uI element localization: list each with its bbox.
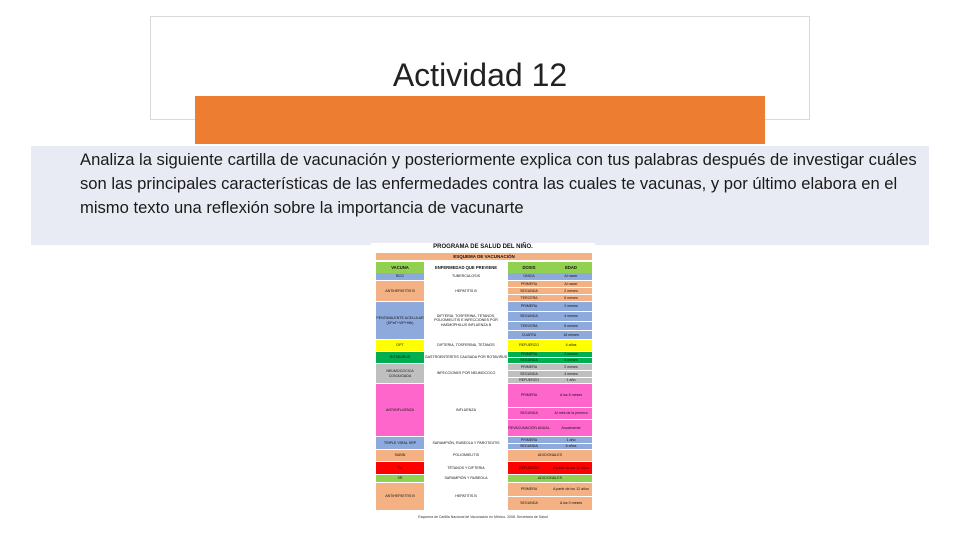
dose-cell: SEGUNDA — [508, 497, 550, 511]
dose-cell: SEGUNDA — [508, 288, 550, 295]
card-subtitle: ESQUEMA DE VACUNACIÓN — [376, 253, 592, 260]
age-cell: 4 años — [550, 340, 592, 352]
instruction-text: Analiza la siguiente cartilla de vacunación y posteriormente explica con tus palabras después de investigar cuáles son las principales características de las enfermedades contra las cuales te vacunas, y por último elabora en el mismo texto una reflexión sobre la importancia de vacunarte — [80, 150, 917, 217]
age-cell: A partir de los 12 años — [550, 483, 592, 497]
header-dose: DOSIS — [508, 262, 550, 273]
dose-cell: SEGUNDA — [508, 408, 550, 420]
dose-cell: PRIMERA — [508, 352, 550, 358]
dose-cell: REFUERZO — [508, 340, 550, 352]
age-cell: Al nacer — [550, 281, 592, 288]
disease-cell: INFECCIONES POR NEUMOCOCO — [424, 364, 508, 384]
card-title: PROGRAMA DE SALUD DEL NIÑO. — [433, 244, 533, 250]
age-cell: 6 meses — [550, 295, 592, 302]
dose-cell: PRIMERA — [508, 437, 550, 444]
dose-cell: PRIMERA — [508, 364, 550, 371]
dose-cell: PRIMERA — [508, 384, 550, 408]
dose-cell: PRIMERA — [508, 281, 550, 288]
age-cell: 2 meses — [550, 288, 592, 295]
accent-bar — [195, 96, 765, 144]
dose-cell: SEGUNDA — [508, 444, 550, 450]
dose-cell: CUARTA — [508, 331, 550, 340]
dose-cell: SEGUNDA — [508, 371, 550, 378]
dose-cell: TERCERA — [508, 295, 550, 302]
age-cell: A los 6 meses — [550, 384, 592, 408]
dose-cell: SEGUNDA — [508, 358, 550, 364]
age-cell: 1 año — [550, 437, 592, 444]
vaccine-cell: SABIN — [376, 450, 424, 462]
header-disease: ENFERMEDAD QUE PREVIENE — [424, 262, 508, 273]
vaccination-card-image — [371, 243, 595, 519]
dose-cell: PRIMERA — [508, 483, 550, 497]
disease-cell: GASTROENTERITIS CAUSADA POR ROTAVIRUS — [424, 352, 508, 364]
header-age: EDAD — [550, 262, 592, 273]
disease-cell: HEPATITIS B — [424, 281, 508, 302]
vaccine-cell: DPT — [376, 340, 424, 352]
age-cell: 18 meses — [550, 331, 592, 340]
age-cell: 2 meses — [550, 302, 592, 312]
age-cell: Anualmente — [550, 420, 592, 437]
dose-cell: TERCERA — [508, 322, 550, 331]
age-cell: A partir de los 12 años — [550, 462, 592, 475]
vaccine-cell: ANTIHEPATITIS B — [376, 281, 424, 302]
disease-cell: TÉTANOS Y DIFTERIA — [424, 462, 508, 475]
instruction-box — [31, 146, 929, 245]
age-cell: 4 meses — [550, 371, 592, 378]
age-cell: 2 meses — [550, 364, 592, 371]
header-vaccine: VACUNA — [376, 262, 424, 273]
age-cell: A los 0 meses — [550, 497, 592, 511]
dose-cell: ADICIONALES — [508, 475, 592, 483]
disease-cell: SARAMPIÓN Y RUBEOLA — [424, 475, 508, 483]
disease-cell: TUBERCULOSIS — [424, 273, 508, 281]
dose-cell: ÚNICA — [508, 273, 550, 281]
age-cell: 1 año — [550, 378, 592, 384]
dose-cell: ADICIONALES — [508, 450, 592, 462]
dose-cell: REFUERZO — [508, 378, 550, 384]
age-cell: 6 años — [550, 444, 592, 450]
disease-cell: DIFTERIA, TOSFERINA, TETANOS, POLIOMIELITIS E INFECCIONES POR HAEMOPHILUS INFLUENZA B — [424, 302, 508, 340]
card-footer: Esquema de Cartilla Nacional de Vacunación en México. 2008. Secretaría de Salud — [418, 515, 548, 519]
disease-cell: POLIOMIELITIS — [424, 450, 508, 462]
vaccine-cell: ANTIINFLUENZA — [376, 384, 424, 437]
age-cell: Al mes de la primera — [550, 408, 592, 420]
dose-cell: REVACUNACIÓN ANUAL — [508, 420, 550, 437]
vaccine-cell: Td — [376, 462, 424, 475]
vaccine-cell: PENTAVALENTE ACELULAR (DPaT+VIP+Hib) — [376, 302, 424, 340]
dose-cell: REFUERZO — [508, 462, 550, 475]
disease-cell: SARAMPIÓN, RUBEOLA Y PAROTIDITIS — [424, 437, 508, 450]
age-cell: Al nacer — [550, 273, 592, 281]
vaccine-cell: TRIPLE VIRAL SRP — [376, 437, 424, 450]
age-cell: 4 meses — [550, 312, 592, 322]
age-cell: 4 meses — [550, 358, 592, 364]
vaccine-cell: SR — [376, 475, 424, 483]
vaccine-cell: BCG — [376, 273, 424, 281]
slide-title: Actividad 12 — [392, 57, 568, 93]
dose-cell: SEGUNDA — [508, 312, 550, 322]
age-cell: 2 meses — [550, 352, 592, 358]
vaccine-cell: ROTAVIRUS — [376, 352, 424, 364]
disease-cell: HEPATITIS B — [424, 483, 508, 511]
vaccine-cell: NEUMOCOCICA CONJUGADA — [376, 364, 424, 384]
dose-cell: PRIMERA — [508, 302, 550, 312]
age-cell: 6 meses — [550, 322, 592, 331]
disease-cell: INFLUENZA — [424, 384, 508, 437]
disease-cell: DIFTERIA, TOSFERINA, TETANOS — [424, 340, 508, 352]
vaccine-cell: ANTIHEPATITIS B — [376, 483, 424, 511]
